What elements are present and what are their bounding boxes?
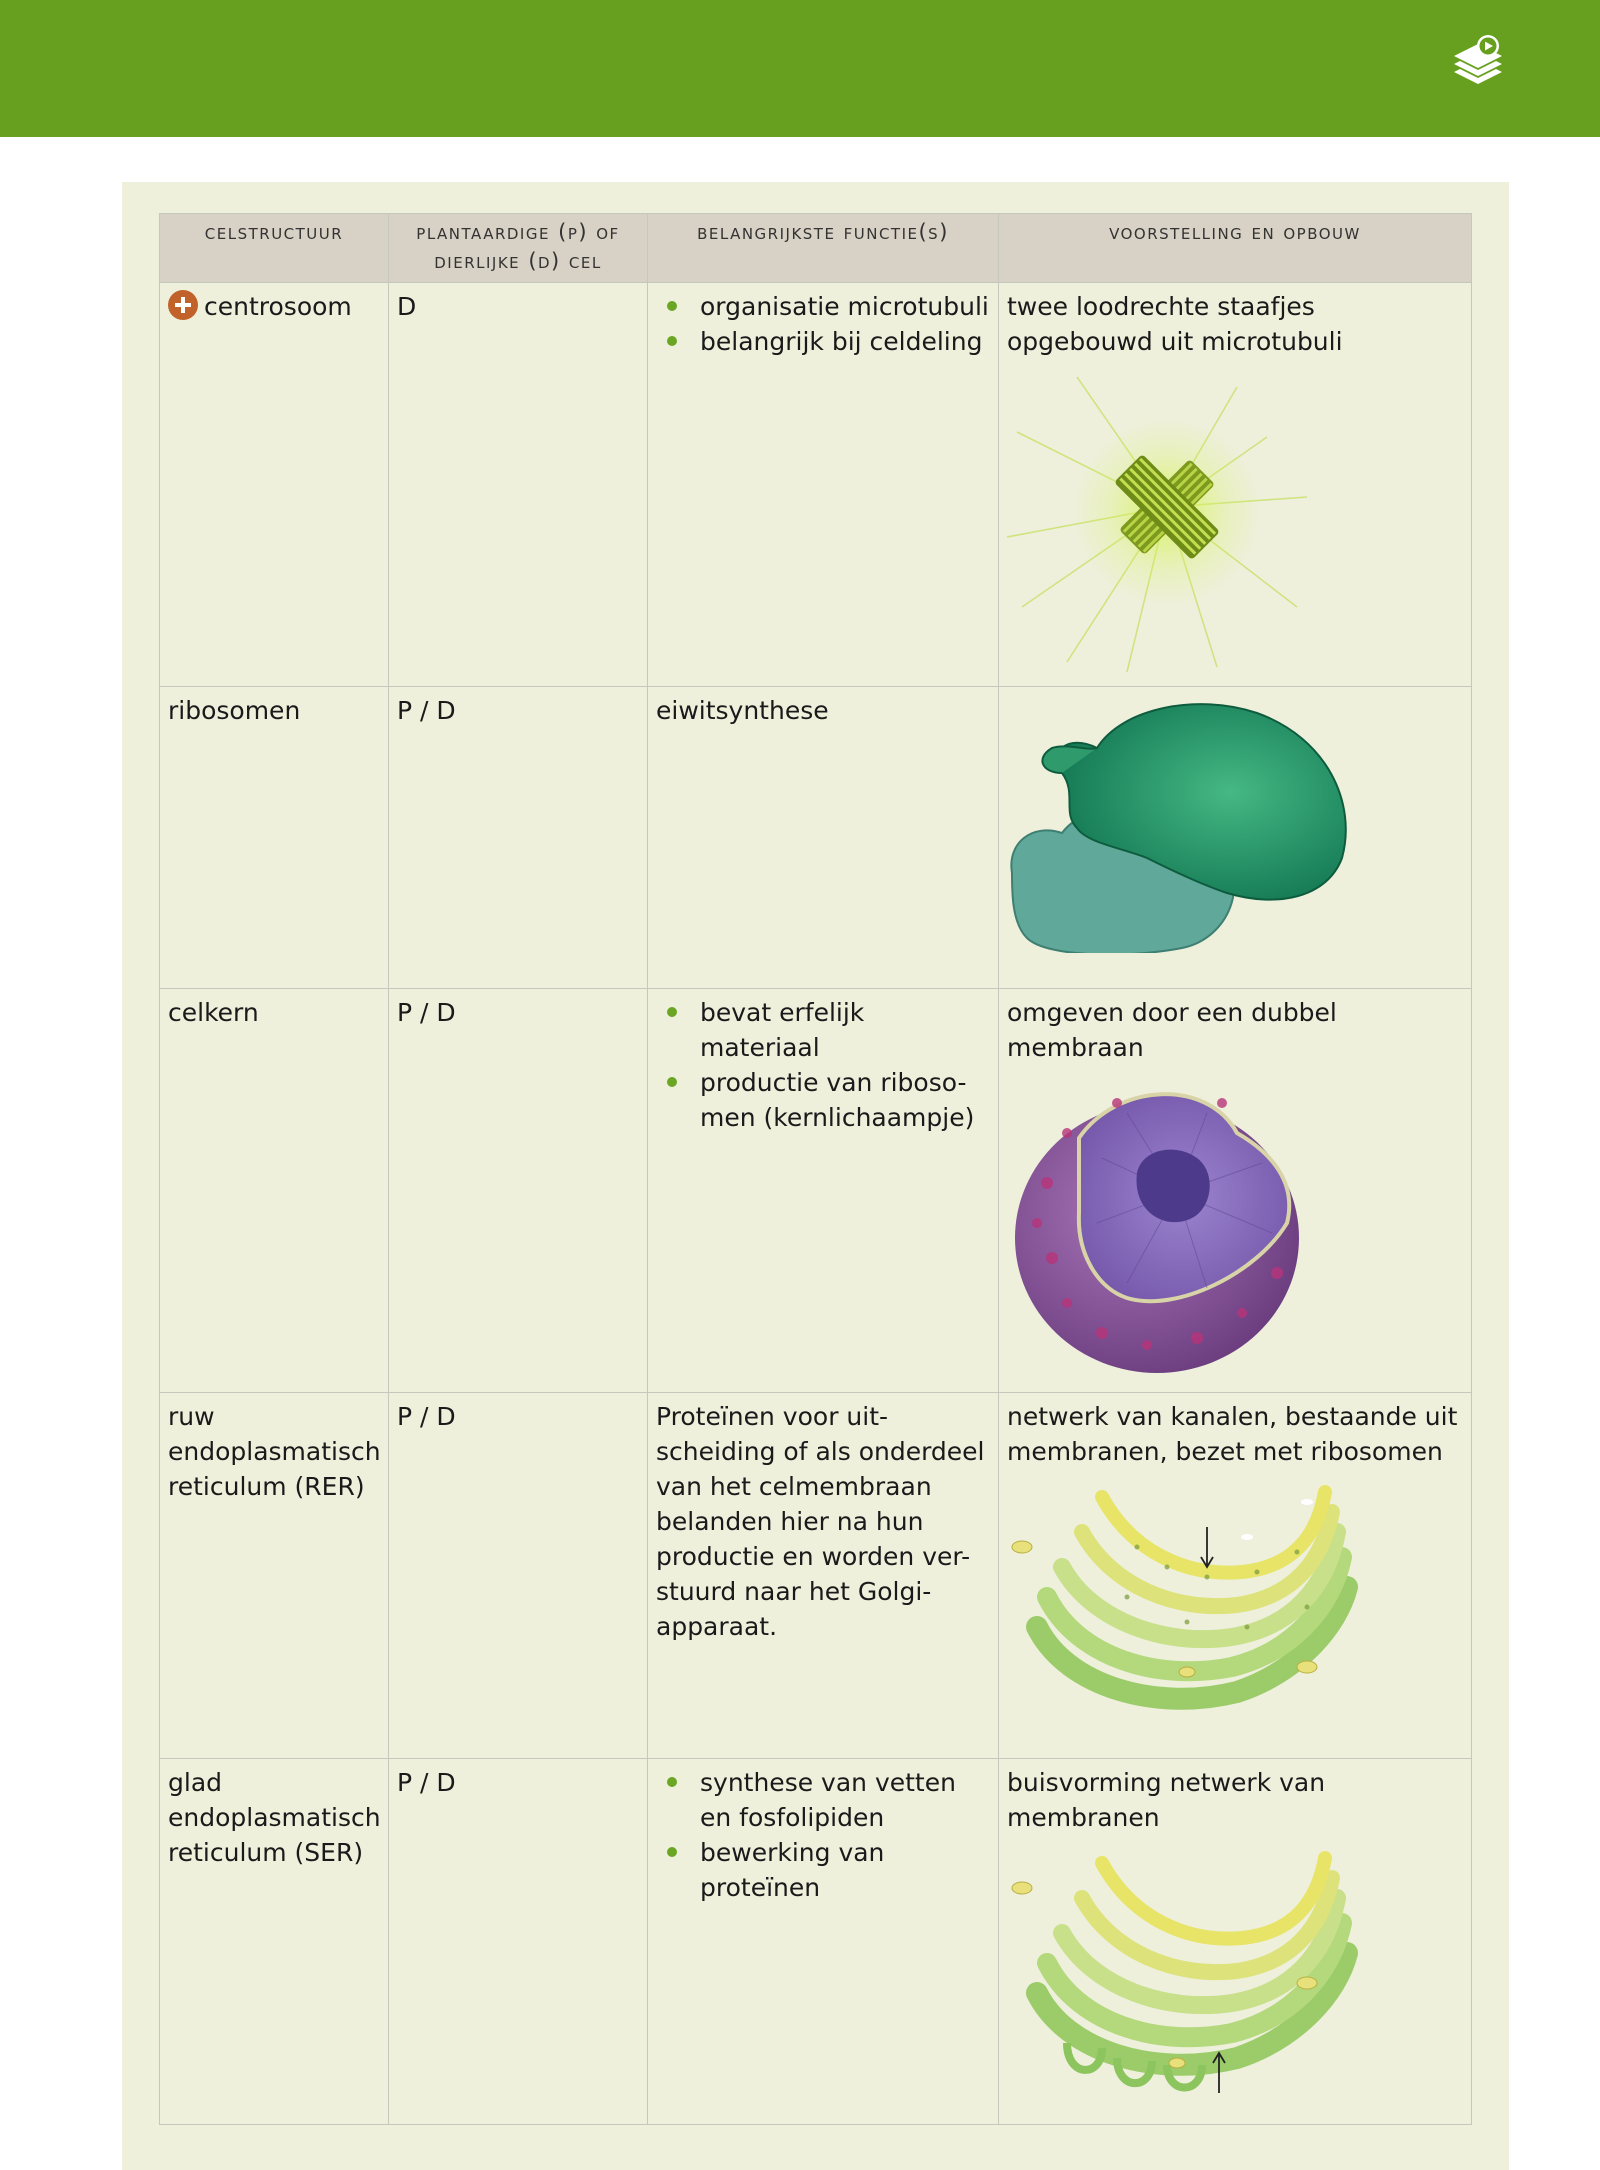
nucleus-illustration bbox=[1007, 1073, 1307, 1378]
functions-cell bbox=[648, 989, 999, 1393]
function-item: bevat erfelijk materiaal bbox=[656, 995, 990, 1065]
ribosome-illustration bbox=[1007, 693, 1367, 953]
function-item: belangrijk bij celdeling bbox=[656, 324, 990, 359]
layers-play-icon[interactable] bbox=[1448, 34, 1508, 94]
table-header-row bbox=[160, 214, 1472, 283]
table-row bbox=[160, 1759, 1472, 2125]
function-item: organisatie microtubuli bbox=[656, 289, 990, 324]
representation-cell bbox=[999, 1393, 1472, 1759]
cell-type: P / D bbox=[389, 687, 648, 989]
representation-text: twee loodrechte staafjes opgebouwd uit microtubuli bbox=[1007, 292, 1343, 356]
functions-cell bbox=[648, 283, 999, 687]
function-item: bewerking van proteïnen bbox=[656, 1835, 990, 1905]
column-header-representation: voorstelling en opbouw bbox=[999, 214, 1472, 283]
functions-cell bbox=[648, 1759, 999, 2125]
plus-icon[interactable] bbox=[168, 290, 198, 320]
top-banner bbox=[0, 0, 1600, 137]
structure-name: celkern bbox=[160, 989, 389, 1393]
representation-text: omgeven door een dubbel membraan bbox=[1007, 998, 1337, 1062]
representation-cell bbox=[999, 687, 1472, 989]
table-row bbox=[160, 989, 1472, 1393]
cell-type: P / D bbox=[389, 1759, 648, 2125]
structure-name: centrosoom bbox=[204, 292, 352, 321]
function-item: synthese van vetten en fosfolipiden bbox=[656, 1765, 990, 1835]
representation-text: buisvorming netwerk van membranen bbox=[1007, 1768, 1326, 1832]
column-header-functions: belangrijkste functie(s) bbox=[648, 214, 999, 283]
table-row bbox=[160, 283, 1472, 687]
function-item: productie van riboso-men (kernlichaampje) bbox=[656, 1065, 990, 1135]
function-text: Proteïnen voor uit-scheiding of als onderdeel van het celmembraan belanden hier na hun productie en worden ver-stuurd naar het Golgi-apparaat. bbox=[648, 1393, 999, 1759]
column-header-structure: celstructuur bbox=[160, 214, 389, 283]
structure-name: ribosomen bbox=[160, 687, 389, 989]
representation-cell bbox=[999, 1759, 1472, 2125]
structure-name: glad endoplasmatisch reticulum (SER) bbox=[160, 1759, 389, 2125]
function-text: eiwitsynthese bbox=[648, 687, 999, 989]
centrosome-illustration bbox=[1007, 367, 1327, 677]
structure-name: ruw endoplasmatisch reticulum (RER) bbox=[160, 1393, 389, 1759]
table-row bbox=[160, 687, 1472, 989]
representation-cell bbox=[999, 283, 1472, 687]
representation-text: netwerk van kanalen, bestaande uit membranen, bezet met ribosomen bbox=[1007, 1402, 1458, 1466]
cell-type: P / D bbox=[389, 1393, 648, 1759]
smooth-er-illustration bbox=[1007, 1843, 1367, 2098]
column-header-cell-type: plantaardige (p) of dierlijke (d) cel bbox=[389, 214, 648, 283]
cell-type: P / D bbox=[389, 989, 648, 1393]
cell-structures-table bbox=[159, 213, 1472, 2125]
cell-type: D bbox=[389, 283, 648, 687]
table-row bbox=[160, 1393, 1472, 1759]
rough-er-illustration bbox=[1007, 1477, 1367, 1732]
representation-cell bbox=[999, 989, 1472, 1393]
structure-cell bbox=[160, 283, 389, 687]
